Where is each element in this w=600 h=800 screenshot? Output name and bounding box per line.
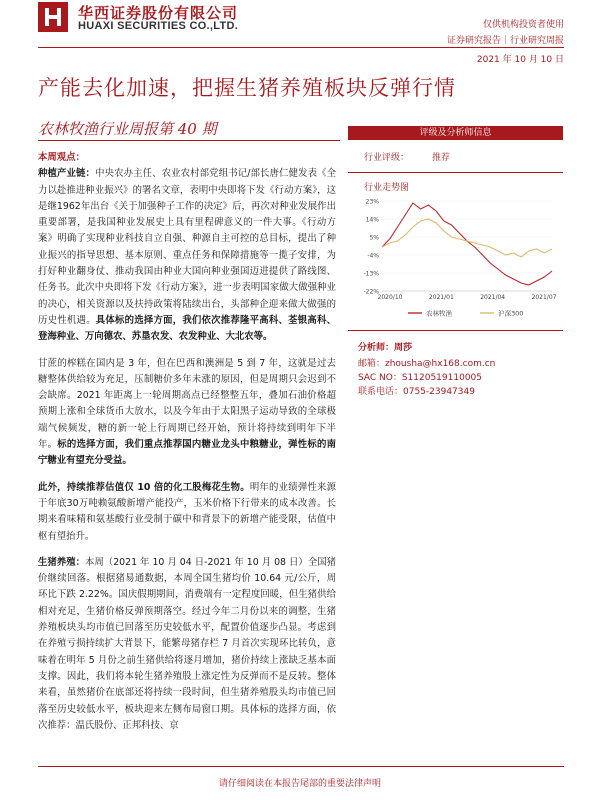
legend-label: 农林牧渔 [426, 309, 452, 318]
report-subtitle: 农林牧渔行业周报第 40 期 [38, 120, 217, 138]
analyst-sac-number: SAC NO：S1120519110005 [358, 373, 482, 383]
paragraph-seed-industry [38, 166, 336, 345]
analyst-phone: 联系电话：0755-23947349 [358, 387, 475, 397]
analyst-email[interactable]: 邮箱：zhousha@hx168.com.cn [358, 359, 496, 369]
analyst-name: 分析师：周莎 [358, 343, 413, 353]
paragraph-sugar [38, 356, 336, 470]
paragraph-text: 中央农办主任、农业农村部党组书记/部长唐仁健发表《全力以赴推进种业振兴》的署名文章，表明中央即将下发《行动方案》，这是继1962年出台《关于加强种子工作的决定》后，再次对种业发展作出重要部署，是我国种业发展史上具有里程碑意义的一件大事。《行动方案》明确了实现种业科技自立自强、种源自主可控的总目标，提出了种业振兴的指导思想、基本原则、重点任务和保障措施等一揽子安排，为打好种业翻身仗、推动我国由种业大国向种业强国迈进提供了路线图、任务书。此次中央即将下发《行动方案》，进一步表明国家做大做强种业的决心，相关资源以及扶持政策将陆续出台，头部种企迎来做大做强的历史性机遇。 [38, 168, 336, 326]
paragraph-lead: 种植产业链： [38, 168, 96, 180]
x-tick-label: 2021/04 [480, 294, 506, 301]
logo [38, 2, 68, 32]
legend-label: 沪深300 [498, 309, 524, 318]
paragraph-text: 明年的业绩弹性来源于年底30万吨赖氨酸新增产能投产，玉米价格下行带来的成本改善。长期来看味精和氨基酸行业受制于碳中和背景下的新增产能受限，估值中枢有望抬升。 [38, 481, 336, 542]
legal-notice: 请仔细阅读在本报告尾部的重要法律声明 [218, 779, 381, 789]
header-divider [38, 47, 564, 48]
footer-divider [38, 766, 564, 767]
industry-trend-chart [356, 195, 556, 325]
x-tick-label: 2021/01 [428, 294, 454, 301]
subtitle-divider [38, 140, 340, 141]
report-title: 产能去化加速，把握生猪养殖板块反弹行情 [38, 76, 456, 100]
main-body [38, 150, 336, 734]
paragraph-bold: 此外，持续推荐估值仅 10 倍的化工股梅花生物。 [38, 481, 250, 493]
series-line-0 [382, 203, 552, 285]
x-tick-label: 2020/10 [377, 294, 403, 301]
paragraph-bold: 标的选择方面，我们重点推荐国内糖业龙头中粮糖业，弹性标的南宁糖业有望充分受益。 [38, 439, 336, 467]
paragraph-chemical [38, 480, 336, 545]
y-tick-label: 5% [369, 234, 379, 242]
x-tick-label: 2021/07 [531, 294, 556, 301]
rating-label: 行业评级： [364, 153, 410, 163]
y-tick-label: 14% [365, 216, 379, 224]
sidebar-divider [348, 172, 563, 173]
company-name-cn: 华西证券股份有限公司 [78, 4, 239, 22]
audience-tag: 仅供机构投资者使用 [482, 20, 564, 30]
huaxi-logo-icon [42, 6, 64, 28]
y-tick-label: -4% [367, 252, 379, 260]
rating-box-title: 评级及分析师信息 [348, 126, 563, 140]
series-line-1 [382, 219, 552, 257]
section-heading: 本周观点： [38, 152, 85, 163]
paragraph-lead: 生猪养殖： [38, 556, 85, 568]
paragraph-bold: 具体标的选择方面，我们依次推荐隆平高科、荃银高科、登海种业、万向德农、苏垦农发、农发种业、大北农等。 [38, 314, 336, 343]
company-name-en: HUAXI SECURITIES CO.,LTD. [78, 20, 239, 32]
y-tick-label: -13% [363, 270, 379, 278]
y-tick-label: 23% [365, 198, 379, 206]
report-type-tag: 证券研究报告｜行业研究周报 [446, 36, 564, 46]
sidebar-divider [348, 330, 563, 331]
paragraph-text: 本周（2021 年 10 月 04 日-2021 年 10 月 08 日）全国猪价继续回落。根据猪易通数据，本周全国生猪均价 10.64 元/公斤，周环比下跌 2.22%。国庆假期期间，消费端有一定程度回暖，但生猪供给相对充足，生猪价格反弹预期落空。经过今年二月份以来的调整，生猪养殖板块头均市值已回落至历史较低水平，配置价值逐步凸显。考虑到在养殖亏损持续扩大背景下，能繁母猪存栏 7 月首次实现环比转负，意味着在明年 5 月份之前生猪供给将逐月增加，猪价持续上涨缺乏基本面支撑。因此，我们将本轮生猪养殖股上涨定性为反弹而不是反转。整体来看，虽然猪价在底部还将持续一段时间，但生猪养殖股头均市值已回落至历史较低水平，板块迎来左侧布局窗口期。具体标的选择方面，依次推荐：温氏股份、正邦科技、京 [38, 556, 336, 731]
rating-value: 推荐 [432, 153, 451, 163]
y-tick-label: -22% [363, 288, 379, 296]
paragraph-text: 甘蔗的榨糕在国内是 3 年，但在巴西和澳洲是 5 到 7 年，这就是过去糖整体供给较为充足，压制糖价多年未涨的原因，但是周期只会迟到不会缺席。2021 年距离上一轮周期高点已经整整五年，叠加石油价格超预期上涨和全球货币大放水，以及今年由于太阳黑子运动导致的全球极端气候频发，糖的新一轮上行周期已经开始，预计将持续到明年下半年。 [38, 357, 336, 451]
paragraph-hog [38, 555, 336, 734]
trend-chart-title: 行业走势图 [364, 183, 410, 193]
report-date: 2021 年 10 月 10 日 [476, 55, 564, 65]
